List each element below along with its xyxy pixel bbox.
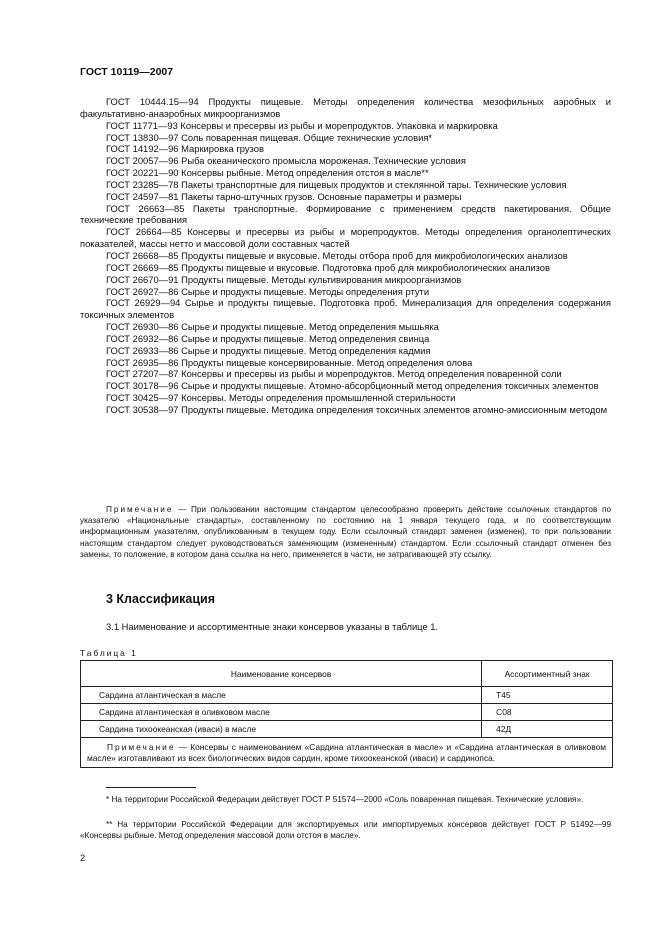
cell-name: Сардина атлантическая в оливковом масле — [81, 704, 482, 721]
section-title: 3 Классификация — [106, 592, 216, 606]
reference-item: ГОСТ 26935—86 Продукты пищевые консервированные. Метод определения олова — [106, 356, 473, 368]
reference-item: ГОСТ 23285—78 Пакеты транспортные для пищевых продуктов и стеклянной тары. Технические условия — [106, 178, 567, 190]
reference-item: ГОСТ 14192—96 Маркировка грузов — [106, 143, 264, 155]
note-label: Примечание — [106, 505, 174, 514]
table-header-row — [81, 661, 613, 687]
cell-mark: Т45 — [482, 687, 613, 704]
footnote-1 — [80, 794, 611, 805]
reference-item: ГОСТ 24597—81 Пакеты тарно-штучных грузов. Основные параметры и размеры — [106, 190, 462, 202]
reference-item: ГОСТ 26927—86 Сырье и продукты пищевые. Методы определения ртути — [106, 285, 430, 297]
reference-item: ГОСТ 20221—90 Консервы рыбные. Метод определения отстоя в масле** — [106, 167, 429, 179]
section-paragraph: 3.1 Наименование и ассортиментные знаки консервов указаны в таблице 1. — [106, 621, 439, 632]
table-row — [81, 687, 613, 704]
footnote-text: ** На территории Российской Федерации для экспортируемых или импортируемых консервов действует ГОСТ Р 51492—99 «Консервы рыбные. Метод определения массовой доли отстоя в масле». — [80, 820, 611, 841]
reference-item: ГОСТ 26670—91 Продукты пищевые. Методы культивирования микроорганизмов — [106, 273, 462, 285]
reference-item: ГОСТ 13830—97 Соль поваренная пищевая. Общие технические условия* — [106, 131, 433, 143]
note-text: — При пользовании настоящим стандартом целесообразно проверить действие ссылочных стандартов по указателю «Национальные стандарты», составленному по состоянию на 1 января текущего года, и по соответствующим информационным указателям, опубликованным в текущем году. Если ссылочный стандарт заменен (изменен), то при пользовании настоящим стандартом следует руководствоваться заменяющим (измененным) стандартом. Если ссылочный стандарт отменен без замены, то положение, в котором дана ссылка на него, применяется в части, не затрагивающей эту ссылку. — [80, 505, 611, 559]
reference-item: ГОСТ 27207—87 Консервы и пресервы из рыбы и морепродуктов. Метод определения поваренной соли — [106, 368, 562, 380]
reference-item: ГОСТ 26663—85 Пакеты транспортные. Формирование с применением средств пакетирования. Общие технические требования — [80, 202, 611, 226]
table-note-label: Примечание — [107, 742, 176, 752]
reference-item: ГОСТ 30425—97 Консервы. Методы определения промышленной стерильности — [106, 392, 456, 404]
reference-item: ГОСТ 26669—85 Продукты пищевые и вкусовые. Подготовка проб для микробиологических анализов — [106, 261, 550, 273]
table-note-text: — Консервы с наименованием «Сардина атлантическая в масле» и «Сардина атлантическая в оливковом масле» изготавливают из всех биологических видов сардин, кроме тихоокеанской (иваси) и сардинопса. — [87, 742, 606, 763]
reference-item: ГОСТ 26664—85 Консервы и пресервы из рыбы и морепродуктов. Методы определения органолептических показателей, массы нетто и массовой доли составных частей — [80, 226, 611, 250]
reference-item: ГОСТ 11771—93 Консервы и пресервы из рыбы и морепродуктов. Упаковка и маркировка — [106, 119, 498, 131]
table-note-row — [81, 738, 613, 768]
column-header-name: Наименование консервов — [81, 661, 482, 687]
cell-name: Сардина атлантическая в масле — [81, 687, 482, 704]
references-note — [80, 504, 611, 560]
reference-item: ГОСТ 26932—86 Сырье и продукты пищевые. Метод определения свинца — [106, 332, 430, 344]
reference-item: ГОСТ 26930—86 Сырье и продукты пищевые. Метод определения мышьяка — [106, 321, 439, 333]
cell-mark: С08 — [482, 704, 613, 721]
table-caption: Таблица 1 — [80, 648, 138, 658]
footnote-2 — [80, 819, 611, 841]
page-number: 2 — [80, 852, 86, 863]
reference-item: ГОСТ 26933—86 Сырье и продукты пищевые. Метод определения кадмия — [106, 344, 431, 356]
classification-table — [80, 660, 613, 768]
column-header-mark: Ассортиментный знак — [482, 661, 613, 687]
cell-mark: 42Д — [482, 721, 613, 738]
normative-references-list — [80, 96, 611, 416]
reference-item: ГОСТ 26668—85 Продукты пищевые и вкусовые. Методы отбора проб для микробиологических анализов — [106, 249, 568, 261]
reference-item: ГОСТ 26929—94 Сырье и продукты пищевые. Подготовка проб. Минерализация для определения содержания токсичных элементов — [80, 297, 611, 321]
table-row — [81, 704, 613, 721]
reference-item: ГОСТ 30538—97 Продукты пищевые. Методика определения токсичных элементов атомно-эмиссионным методом — [106, 403, 608, 415]
footnote-separator — [106, 787, 196, 788]
document-header: ГОСТ 10119—2007 — [80, 66, 174, 78]
reference-item: ГОСТ 20057—96 Рыба океанического промысла мороженая. Технические условия — [106, 155, 466, 167]
reference-item: ГОСТ 10444.15—94 Продукты пищевые. Методы определения количества мезофильных аэробных и факультативно-анаэробных микроорганизмов — [80, 96, 611, 119]
table-row — [81, 721, 613, 738]
table-note — [81, 738, 613, 768]
cell-name: Сардина тихоокеанская (иваси) в масле — [81, 721, 482, 738]
footnote-text: * На территории Российской Федерации действует ГОСТ Р 51574—2000 «Соль поваренная пищевая. Технические условия». — [106, 795, 584, 804]
reference-item: ГОСТ 30178—96 Сырье и продукты пищевые. Атомно-абсорбционный метод определения токсичных элементов — [106, 380, 599, 392]
